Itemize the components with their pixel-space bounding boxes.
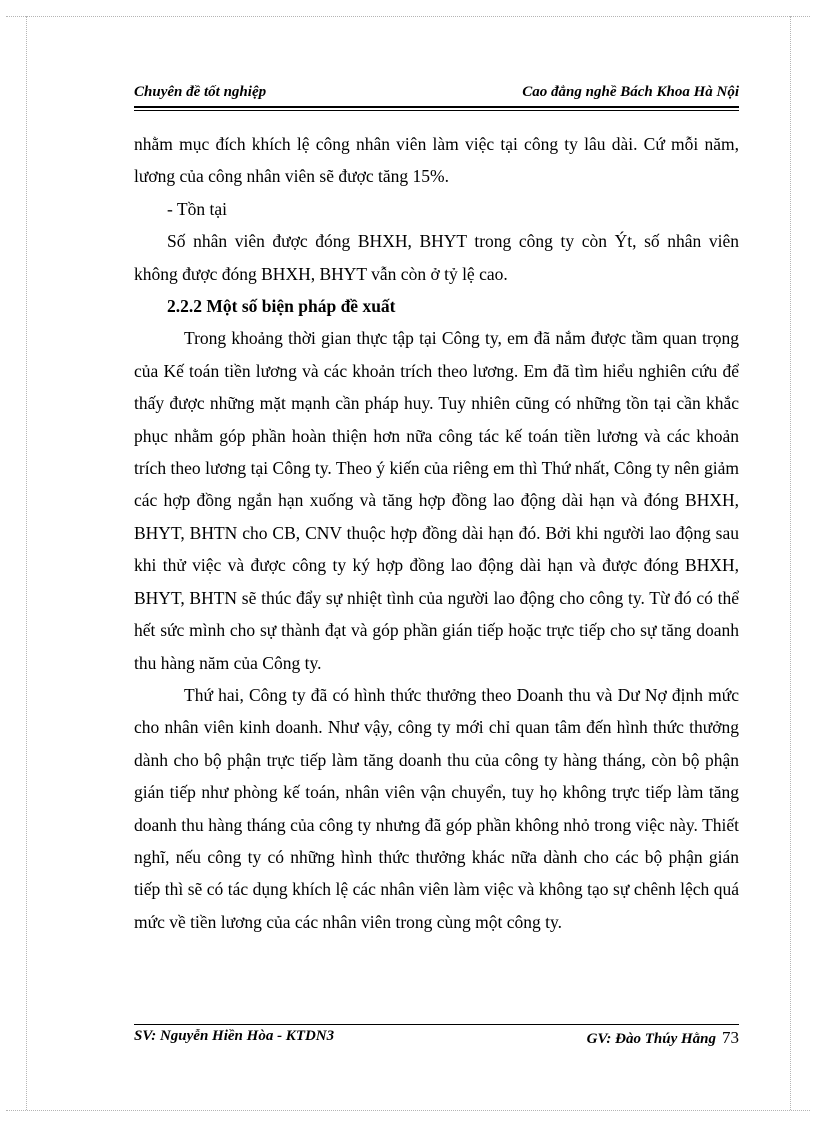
body-text — [134, 128, 739, 938]
header-right-text: Cao đẳng nghề Bách Khoa Hà Nội — [522, 84, 739, 100]
page-border-top — [6, 16, 810, 17]
footer-right — [587, 1028, 739, 1048]
footer-teacher: GV: Đào Thúy Hằng — [586, 1031, 716, 1047]
header-rule-thin — [134, 110, 739, 111]
paragraph-2: - Tồn tại — [167, 198, 227, 219]
page-border-bottom — [6, 1110, 810, 1111]
paragraph-4: Trong khoảng thời gian thực tập tại Công ty, em đã nắm được tầm quan trọng của Kế toán tiền lương và các khoản trích theo lương. Em đã tìm hiểu nghiên cứu để thấy được những mặt mạnh cần pháp huy. Tuy nhiên cũng có những tồn tại cần khắc phục nhằm góp phần hoàn thiện hơn nữa công tác kế toán tiền lương và các khoản trích theo lương tại Công ty. Theo ý kiến của riêng em thì Thứ nhất, Công ty nên giảm các hợp đồng ngắn hạn xuống và tăng hợp đồng lao động dài hạn và đóng BHXH, BHYT, BHTN cho CB, CNV thuộc hợp đồng dài hạn đó. Bởi khi người lao động sau khi thử việc và được công ty ký hợp đồng lao động dài hạn và được đóng BHXH, BHYT, BHTN sẽ thúc đẩy sự nhiệt tình của người lao động cho công ty. Từ đó có thể hết sức mình cho sự thành đạt và góp phần gián tiếp hoặc trực tiếp cho sự tăng doanh thu hàng năm của Công ty. — [134, 328, 739, 673]
paragraph-3: Số nhân viên được đóng BHXH, BHYT trong công ty còn Ýt, số nhân viên không được đóng BHXH, BHYT vẫn còn ở tỷ lệ cao. — [134, 231, 739, 284]
section-heading: 2.2.2 Một số biện pháp đề xuất — [167, 296, 396, 317]
paragraph-5: Thứ hai, Công ty đã có hình thức thưởng theo Doanh thu và Dư Nợ định mức cho nhân viên kinh doanh. Như vậy, công ty mới chỉ quan tâm đến hình thức thưởng dành cho bộ phận trực tiếp làm tăng doanh thu của công ty hàng tháng, còn bộ phận gián tiếp như phòng kế toán, nhân viên vận chuyển, tuy họ không trực tiếp làm tăng doanh thu hàng tháng của công ty nhưng đã góp phần không nhỏ trong việc này. Thiết nghĩ, nếu công ty có những hình thức thưởng khác nữa dành cho các bộ phận gián tiếp thì sẽ có tác dụng khích lệ các nhân viên làm việc và không tạo sự chênh lệch quá mức về tiền lương của các nhân viên trong cùng một công ty. — [134, 684, 739, 932]
page-number: 73 — [722, 1028, 739, 1047]
page-border-left — [26, 16, 27, 1110]
page-border-right — [790, 16, 791, 1110]
page-header — [134, 84, 739, 108]
paragraph-1: nhằm mục đích khích lệ công nhân viên làm việc tại công ty lâu dài. Cứ mỗi năm, lương của công nhân viên sẽ được tăng 15%. — [134, 134, 739, 187]
footer-rule — [134, 1024, 739, 1025]
header-rule-thick — [134, 106, 739, 108]
page-footer — [134, 1028, 739, 1052]
header-left-text: Chuyên đề tốt nghiệp — [134, 84, 267, 100]
footer-student: SV: Nguyễn Hiền Hòa - KTDN3 — [134, 1028, 335, 1044]
